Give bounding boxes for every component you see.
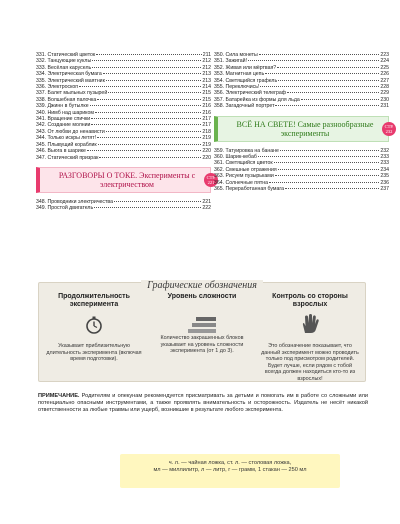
toc-list-left xyxy=(36,52,211,161)
toc-entry-page: 215 xyxy=(202,90,211,97)
toc-leader-dots xyxy=(79,86,201,87)
toc-leader-dots xyxy=(97,137,201,138)
toc-entry-page: 215 xyxy=(202,96,211,103)
legend-control xyxy=(261,293,359,383)
toc-leader-dots xyxy=(277,67,379,68)
toc-leader-dots xyxy=(248,60,379,61)
toc-leader-dots xyxy=(301,99,380,100)
toc-entry-page: 227 xyxy=(380,77,389,84)
toc-entry-title: 349. Простой двигатель xyxy=(36,205,94,212)
toc-leader-dots xyxy=(269,182,379,183)
toc-entry xyxy=(214,103,389,109)
toc-leader-dots xyxy=(258,156,380,157)
toc-entry-page: 235 xyxy=(380,173,389,180)
toc-entry-page: 218 xyxy=(202,128,211,135)
toc-entry-title: 352. Живая или мёртвая? xyxy=(214,64,277,71)
toc-leader-dots xyxy=(106,131,202,132)
toc-leader-dots xyxy=(108,92,201,93)
toc-entry-title: 359. Татуировка на банане xyxy=(214,147,279,154)
toc-leader-dots xyxy=(278,169,380,170)
toc-entry-page: 237 xyxy=(380,186,389,193)
toc-entry-page: 217 xyxy=(202,122,211,129)
toc-entry-page: 232 xyxy=(380,147,389,154)
toc-leader-dots xyxy=(103,73,202,74)
toc-entry-page: 224 xyxy=(380,58,389,65)
toc-entry-page: 223 xyxy=(380,52,389,58)
toc-entry-page: 220 xyxy=(202,148,211,155)
toc-leader-dots xyxy=(92,60,201,61)
legend-title: Графические обозначения xyxy=(39,275,365,293)
section-title: РАЗГОВОРЫ О ТОКЕ. Эксперименты с электричеством xyxy=(58,170,196,189)
section-banner-electricity xyxy=(36,167,216,193)
toc-entry-title: 364. Солнечные пятна xyxy=(214,179,269,186)
toc-entry-title: 361. Светящийся цветок xyxy=(214,160,273,167)
toc-leader-dots xyxy=(106,80,201,81)
toc-entry-title: 344. Только искры летят! xyxy=(36,135,97,142)
toc-leader-dots xyxy=(92,67,201,68)
page-badge: СТР. 232 xyxy=(382,122,396,136)
toc-list-right xyxy=(214,52,389,110)
toc-right-column xyxy=(214,52,394,193)
toc-entry-title: 353. Магнитная цепь xyxy=(214,71,265,78)
toc-entry-page: 230 xyxy=(380,96,389,103)
hand-icon xyxy=(299,313,321,335)
toc-entry-title: 334. Электрическая бумага xyxy=(36,71,102,78)
toc-leader-dots xyxy=(287,92,379,93)
toc-entry-title: 333. Весёлая карусель xyxy=(36,64,92,71)
toc-leader-dots xyxy=(275,105,379,106)
toc-entry xyxy=(36,155,211,161)
toc-entry-title: 363. Рисуем пузырьками xyxy=(214,173,274,180)
toc-list-left-2 xyxy=(36,199,211,212)
toc-entry-title: 354. Светящийся графель xyxy=(214,77,278,84)
toc-entry-title: 356. Электрический телеграф xyxy=(214,90,287,97)
toc-entry-page: 228 xyxy=(380,84,389,91)
toc-list-right-2 xyxy=(214,148,389,193)
toc-leader-dots xyxy=(91,118,201,119)
toc-entry-page: 217 xyxy=(202,116,211,123)
level-heading: Уровень сложности xyxy=(167,293,237,300)
control-description: Это обозначение показывает, что данный эксперимент можно проводить только под присмотром родителей. Будет лучше, если рядом с тобой всегда должен находиться кто-то из взрослых! xyxy=(261,343,359,382)
control-heading: Контроль со стороны взрослых xyxy=(272,293,348,308)
toc-entry-title: 347. Статический призрак xyxy=(36,154,99,161)
toc-entry-page: 221 xyxy=(202,198,211,205)
toc-entry-page: 214 xyxy=(202,84,211,91)
toc-leader-dots xyxy=(275,175,380,176)
toc-leader-dots xyxy=(95,112,201,113)
toc-entry-title: 339. Джинн в бутылке xyxy=(36,103,89,110)
toc-entry-page: 225 xyxy=(380,64,389,71)
toc-leader-dots xyxy=(97,99,201,100)
toc-leader-dots xyxy=(278,80,379,81)
toc-entry-title: 335. Электрический маятник xyxy=(36,77,105,84)
toc-entry-title: 345. Плывущий кораблик xyxy=(36,141,97,148)
toc-entry-title: 350. Сила монеты xyxy=(214,52,258,58)
toc-entry-page: 212 xyxy=(202,58,211,65)
toc-entry-page: 233 xyxy=(380,160,389,167)
duration-description: Указывает приблизительную длительность эксперимента (включая время подготовки). xyxy=(46,343,142,363)
toc-entry-page: 216 xyxy=(202,103,211,110)
toc-entry-title: 365. Переработанная бумага xyxy=(214,186,285,193)
toc-leader-dots xyxy=(285,188,379,189)
toc-leader-dots xyxy=(90,105,202,106)
toc-entry-title: 331. Статический цветок xyxy=(36,52,96,58)
page-badge: СТР. 221 xyxy=(204,173,218,187)
toc-entry-page: 226 xyxy=(380,71,389,78)
legend-level xyxy=(153,293,251,355)
toc-entry-page: 219 xyxy=(202,141,211,148)
toc-entry-title: 341. Вращение спички xyxy=(36,116,91,123)
toc-leader-dots xyxy=(87,150,201,151)
note-text: Родителям и опекунам рекомендуется присматривать за детьми и помогать им в работе со сложными или потенциально опасными инструментами, а также проявлять внимательность и осторожность. Издатель не несёт никакой ответственности за любые травмы или ущерб, возникшие в результате любого эксперимента. xyxy=(38,393,368,413)
toc-leader-dots xyxy=(94,207,201,208)
toc-entry-page: 233 xyxy=(380,154,389,161)
toc-entry-title: 346. Вьюга в шарике xyxy=(36,148,86,155)
toc-entry-title: 360. Шарик-кебаб xyxy=(214,154,257,161)
duration-heading: Продолжительность эксперимента xyxy=(58,293,130,308)
toc-entry-page: 231 xyxy=(380,103,389,110)
toc-entry-title: 355. Переключись! xyxy=(214,84,260,91)
toc-entry-title: 337. Балет мыльных пузырей xyxy=(36,90,108,97)
level-description: Количество закрашенных блоков указывает на уровень сложности эксперимента (от 1 до 3). xyxy=(160,335,244,355)
toc-leader-dots xyxy=(265,73,379,74)
toc-leader-dots xyxy=(274,162,380,163)
toc-left-column xyxy=(36,52,216,212)
toc-entry-title: 340. Нимб над шариком xyxy=(36,109,94,116)
toc-entry-title: 332. Танцующие куклы xyxy=(36,58,92,65)
toc-entry-page: 212 xyxy=(202,64,211,71)
toc-entry xyxy=(36,205,211,211)
toc-entry-title: 351. Зажигай! xyxy=(214,58,247,65)
note-paragraph xyxy=(38,393,368,414)
stopwatch-icon xyxy=(84,315,104,335)
toc-leader-dots xyxy=(99,157,201,158)
toc-entry-title: 342. Создание молнии xyxy=(36,122,91,129)
toc-leader-dots xyxy=(98,144,202,145)
toc-entry-page: 213 xyxy=(202,77,211,84)
toc-entry-title: 348. Проводники электричества xyxy=(36,198,113,205)
toc-entry-page: 229 xyxy=(380,90,389,97)
toc-leader-dots xyxy=(91,124,201,125)
toc-entry-title: 358. Загадочный портрет xyxy=(214,103,275,110)
toc-entry-page: 234 xyxy=(380,166,389,173)
toc-entry-page: 222 xyxy=(202,205,211,212)
toc-entry-title: 362. Смешные отражения xyxy=(214,166,277,173)
toc-leader-dots xyxy=(96,54,202,55)
toc-entry-page: 220 xyxy=(202,154,211,161)
toc-leader-dots xyxy=(280,150,380,151)
toc-leader-dots xyxy=(259,54,380,55)
units-box xyxy=(120,454,340,488)
toc-entry-page: 211 xyxy=(202,52,211,58)
units-line-2: мл — миллилитр, л — литр, г — грамм, 1 стакан — 250 мл xyxy=(153,467,307,473)
section-banner-everything xyxy=(214,116,394,142)
toc-leader-dots xyxy=(114,201,201,202)
toc-entry-page: 236 xyxy=(380,179,389,186)
difficulty-blocks-icon xyxy=(187,315,217,335)
toc-entry-title: 343. От любви до ненависти xyxy=(36,128,105,135)
note-label: ПРИМЕЧАНИЕ. xyxy=(38,393,80,399)
toc-entry-page: 219 xyxy=(202,135,211,142)
toc-entry-title: 357. Батарейка из формы для льда xyxy=(214,96,300,103)
toc-entry-page: 216 xyxy=(202,109,211,116)
toc-entry-title: 338. Волшебная палочка xyxy=(36,96,97,103)
toc-entry xyxy=(214,186,389,192)
toc-leader-dots xyxy=(260,86,379,87)
units-line-1: ч. л. — чайная ложка, ст. л. — столовая ложка, xyxy=(168,460,292,466)
toc-entry-page: 213 xyxy=(202,71,211,78)
legend-duration xyxy=(45,293,143,363)
section-title: ВСЁ НА СВЕТЕ! Самые разнообразные эксперименты xyxy=(236,119,374,138)
toc-entry-title: 336. Электроскоп xyxy=(36,84,79,91)
legend-box xyxy=(38,282,366,382)
